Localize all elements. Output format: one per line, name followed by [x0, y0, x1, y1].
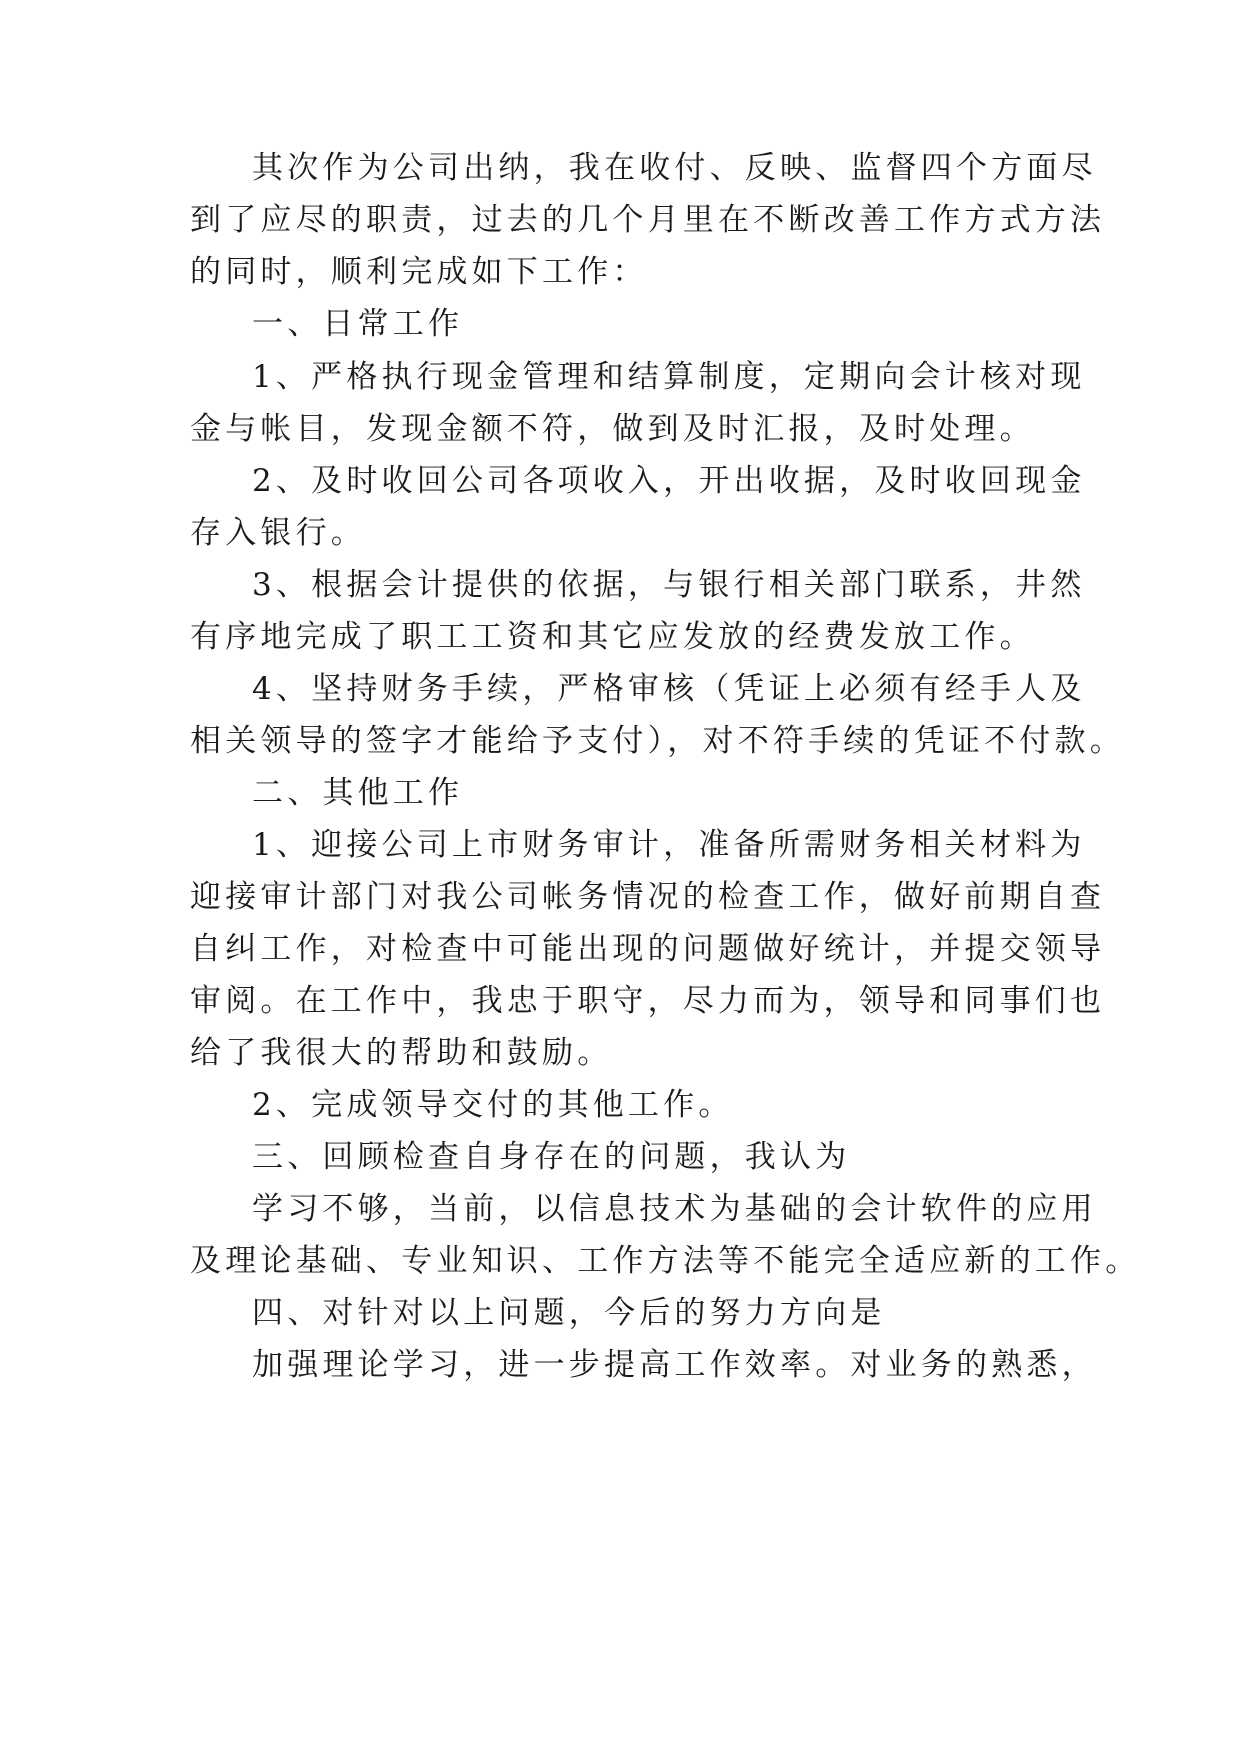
paragraph-line: 的同时，顺利完成如下工作： — [190, 254, 648, 290]
paragraph-line: 存入银行。 — [190, 515, 366, 551]
paragraph-line: 给了我很大的帮助和鼓励。 — [190, 1035, 613, 1071]
paragraph-line: 其次作为公司出纳，我在收付、反映、监督四个方面尽 — [252, 150, 1097, 186]
paragraph-line: 3、根据会计提供的依据，与银行相关部门联系，井然 — [252, 567, 1086, 603]
paragraph-line: 1、迎接公司上市财务审计，准备所需财务相关材料为 — [252, 827, 1086, 863]
section-heading: 三、回顾检查自身存在的问题，我认为 — [252, 1139, 851, 1175]
section-heading: 四、对针对以上问题，今后的努力方向是 — [252, 1295, 886, 1331]
paragraph-line: 有序地完成了职工工资和其它应发放的经费发放工作。 — [190, 619, 1035, 655]
paragraph-line: 到了应尽的职责，过去的几个月里在不断改善工作方式方法 — [190, 202, 1106, 238]
paragraph-line: 2、完成领导交付的其他工作。 — [252, 1087, 734, 1123]
paragraph-line: 金与帐目，发现金额不符，做到及时汇报，及时处理。 — [190, 411, 1035, 447]
paragraph-line: 相关领导的签字才能给予支付），对不符手续的凭证不付款。 — [190, 723, 1125, 759]
paragraph-line: 4、坚持财务手续，严格审核（凭证上必须有经手人及 — [252, 671, 1086, 707]
paragraph-line: 审阅。在工作中，我忠于职守，尽力而为，领导和同事们也 — [190, 983, 1106, 1019]
paragraph-line: 加强理论学习，进一步提高工作效率。对业务的熟悉， — [252, 1347, 1097, 1383]
paragraph-line: 1、严格执行现金管理和结算制度，定期向会计核对现 — [252, 359, 1086, 395]
paragraph-line: 及理论基础、专业知识、工作方法等不能完全适应新的工作。 — [190, 1243, 1141, 1279]
paragraph-line: 学习不够，当前，以信息技术为基础的会计软件的应用 — [252, 1191, 1097, 1227]
section-heading: 二、其他工作 — [252, 775, 464, 811]
paragraph-line: 迎接审计部门对我公司帐务情况的检查工作，做好前期自查 — [190, 879, 1106, 915]
section-heading: 一、日常工作 — [252, 306, 464, 342]
paragraph-line: 自纠工作，对检查中可能出现的问题做好统计，并提交领导 — [190, 931, 1106, 967]
paragraph-line: 2、及时收回公司各项收入，开出收据，及时收回现金 — [252, 463, 1086, 499]
